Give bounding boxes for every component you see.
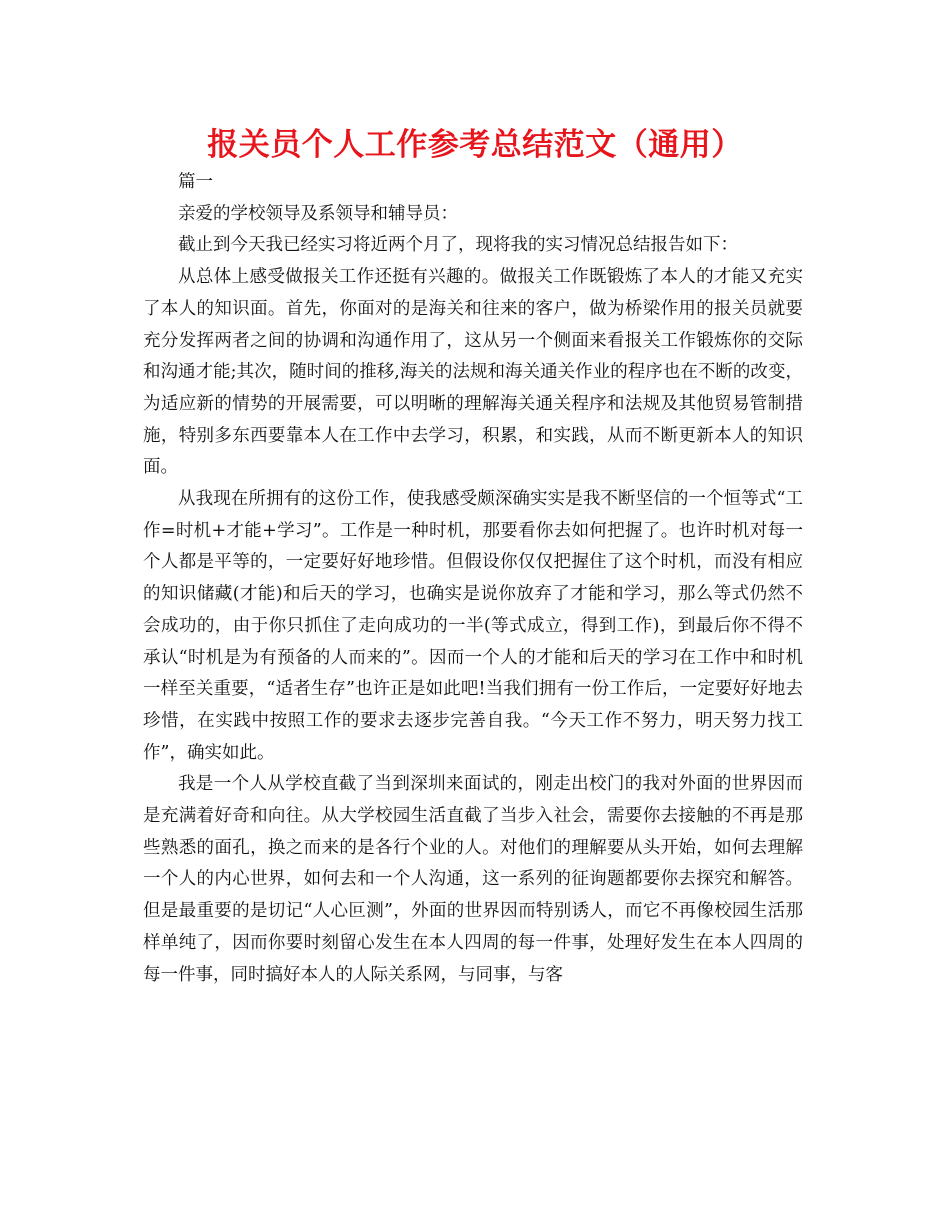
document-body [143, 167, 803, 991]
body-paragraph: 我是一个人从学校直截了当到深圳来面试的，刚走出校门的我对外面的世界因而是充满着好奇和向往。从大学校园生活直截了当步入社会，需要你去接触的不再是那些熟悉的面孔，换之而来的是各行个业的人。对他们的理解要从头开始，如何去理解一个人的内心世界，如何去和一个人沟通，这一系列的征询题都要你去探究和解答。但是最重要的是切记“人心叵测”，外面的世界因而特别诱人，而它不再像校园生活那样单纯了，因而你要时刻留心发生在本人四周的每一件事，处理好发生在本人四周的每一件事，同时搞好本人的人际关系网，与同事，与客 [143, 774, 803, 985]
section-heading: 篇一 [178, 172, 213, 192]
body-paragraph: 从我现在所拥有的这份工作，使我感受颇深确实实是我不断坚信的一个恒等式“工作=时机+才能+学习”。工作是一种时机，那要看你去如何把握了。也许时机对每一个人都是平等的，一定要好好地珍惜。但假设你仅仅把握住了这个时机，而没有相应的知识储藏(才能)和后天的学习，也确实是说你放弃了才能和学习，那么等式仍然不会成功的，由于你只抓住了走向成功的一半(等式成立，得到工作)，到最后你不得不承认“时机是为有预备的人而来的”。因而一个人的才能和后天的学习在工作中和时机一样至关重要，“适者生存”也许正是如此吧!当我们拥有一份工作后，一定要好好地去珍惜，在实践中按照工作的要求去逐步完善自我。“今天工作不努力，明天努力找工作”，确实如此。 [143, 489, 803, 763]
intro-paragraph: 截止到今天我已经实习将近两个月了，现将我的实习情况总结报告如下： [178, 235, 738, 256]
body-paragraph: 从总体上感受做报关工作还挺有兴趣的。做报关工作既锻炼了本人的才能又充实了本人的知识面。首先，你面对的是海关和往来的客户，做为桥梁作用的报关员就要充分发挥两者之间的协调和沟通作用了，这从另一个侧面来看报关工作锻炼你的交际和沟通才能;其次，随时间的推移,海关的法规和海关通关作业的程序也在不断的改变，为适应新的情势的开展需要，可以明晰的理解海关通关程序和法规及其他贸易管制措施，特别多东西要靠本人在工作中去学习，积累，和实践，从而不断更新本人的知识面。 [143, 267, 803, 478]
document-title: 报关员个人工作参考总结范文（通用） [207, 127, 743, 163]
salutation: 亲爱的学校领导及系领导和辅导员： [178, 203, 458, 224]
